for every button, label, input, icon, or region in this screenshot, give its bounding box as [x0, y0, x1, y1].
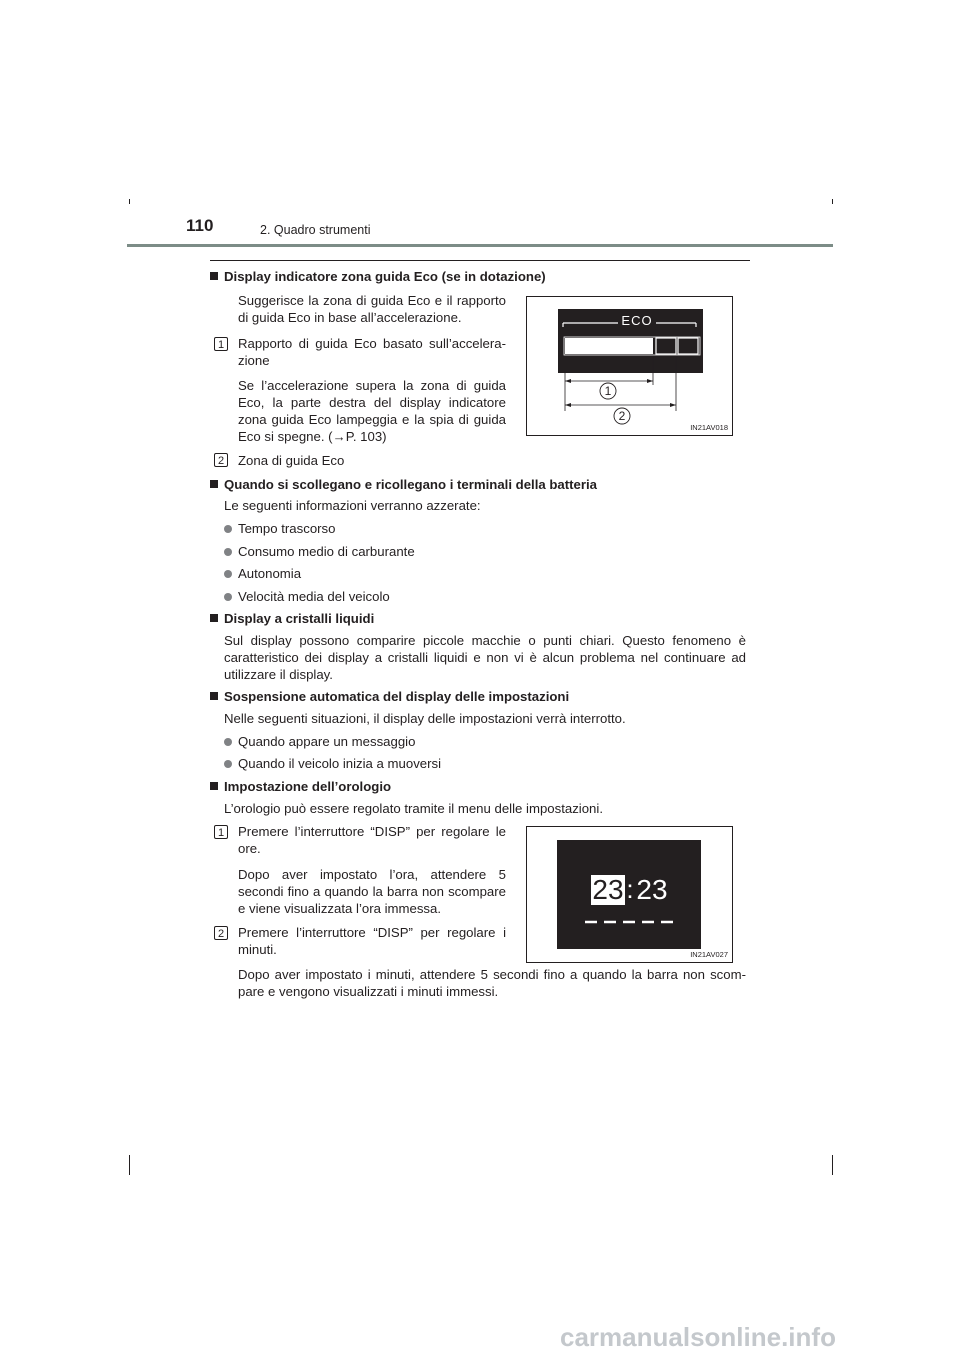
callout-2: 2 [618, 409, 626, 423]
heading-square-icon [210, 692, 218, 700]
heading-square-icon [210, 614, 218, 622]
page-number: 110 [186, 216, 214, 235]
eco-item2-title: Zona di guida Eco [238, 453, 345, 468]
eco-intro: Suggerisce la zona di guida Eco e il rapporto di guida Eco in base all’accelerazione. [238, 293, 506, 325]
chapter-title: 2. Quadro strumenti [260, 223, 371, 237]
clock-item1-text: Dopo aver impostato l’ora, attendere 5 secondi fino a quando la barra non scompare e viene visualizzata l’ora immessa. [238, 867, 506, 916]
list-item: Velocità media del veicolo [224, 588, 390, 605]
crop-mark [832, 199, 833, 204]
list-item: Autonomia [224, 565, 301, 582]
battery-intro: Le seguenti informazioni verranno azzerate: [224, 498, 481, 513]
clock-display-screen [557, 840, 701, 949]
section-rule [210, 260, 750, 261]
suspension-intro: Nelle seguenti situazioni, il display delle impostazioni verrà interrotto. [224, 711, 626, 726]
eco-item1-text: Se l’accelerazione supera la zona di guida Eco, la parte destra del display indicatore zona guida Eco lampeggia e la spia di guida Eco si spegne. (→P. 103) [238, 378, 506, 444]
header-rule [127, 244, 833, 247]
clock-section-heading [210, 778, 391, 795]
list-item: Consumo medio di carburante [224, 543, 415, 560]
clock-figure [526, 826, 733, 963]
clock-item1-title: Premere l’interruttore “DISP” per regolare le ore. [238, 824, 506, 856]
watermark: carmanualsonline.info [560, 1322, 836, 1352]
battery-section-heading [210, 476, 597, 493]
eco-item1-title: Rapporto di guida Eco basato sull’accelera-zione [238, 336, 506, 368]
heading-square-icon [210, 480, 218, 488]
suspension-heading-text: Sospensione automatica del display delle impostazioni [224, 689, 570, 704]
clock-item2-text: Dopo aver impostato i minuti, attendere 5 secondi fino a quando la barra non scom-pare e vengono visualizzati i minuti immessi. [238, 967, 746, 999]
list-item: Quando appare un messaggio [224, 733, 415, 750]
circled-number-2: 2 [214, 453, 228, 467]
lcd-paragraph: Sul display possono comparire piccole macchie o punti chiari. Questo fenomeno è caratteristico dei display a cristalli liquidi e non vi è alcun problema nel continuare ad utilizzare il display. [224, 633, 746, 682]
clock-heading-text: Impostazione dell’orologio [224, 779, 392, 794]
bullet-dot-icon [224, 548, 232, 556]
figure-code: IN21AV027 [690, 950, 728, 959]
eco-indicator-figure [526, 296, 733, 436]
crop-mark [129, 199, 130, 204]
clock-minutes: 23 [636, 874, 668, 905]
clock-dash-bar [557, 840, 701, 949]
bullet-dot-icon [224, 593, 232, 601]
callout-1: 1 [604, 384, 612, 398]
eco-screen-label: ECO [621, 313, 653, 328]
circled-number-1: 1 [214, 825, 228, 839]
lcd-heading-text: Display a cristalli liquidi [224, 611, 375, 626]
figure-code: IN21AV018 [690, 423, 728, 432]
heading-square-icon [210, 272, 218, 280]
suspension-section-heading [210, 688, 569, 705]
bullet-dot-icon [224, 570, 232, 578]
circled-number-2: 2 [214, 926, 228, 940]
bullet-dot-icon [224, 738, 232, 746]
battery-heading-text: Quando si scollegano e ricollegano i terminali della batteria [224, 477, 598, 492]
bullet-dot-icon [224, 525, 232, 533]
clock-intro: L’orologio può essere regolato tramite il menu delle impostazioni. [224, 801, 603, 816]
eco-section-heading [210, 268, 546, 285]
eco-heading-text: Display indicatore zona guida Eco (se in dotazione) [224, 269, 546, 284]
crop-mark [832, 1155, 833, 1175]
bullet-dot-icon [224, 760, 232, 768]
clock-item2-title: Premere l’interruttore “DISP” per regolare i minuti. [238, 925, 506, 957]
list-item: Tempo trascorso [224, 520, 335, 537]
clock-hours: 23 [592, 874, 624, 905]
circled-number-1: 1 [214, 337, 228, 351]
clock-separator: : [626, 874, 634, 904]
lcd-section-heading [210, 610, 374, 627]
crop-mark [129, 1155, 130, 1175]
heading-square-icon [210, 782, 218, 790]
list-item: Quando il veicolo inizia a muoversi [224, 755, 441, 772]
